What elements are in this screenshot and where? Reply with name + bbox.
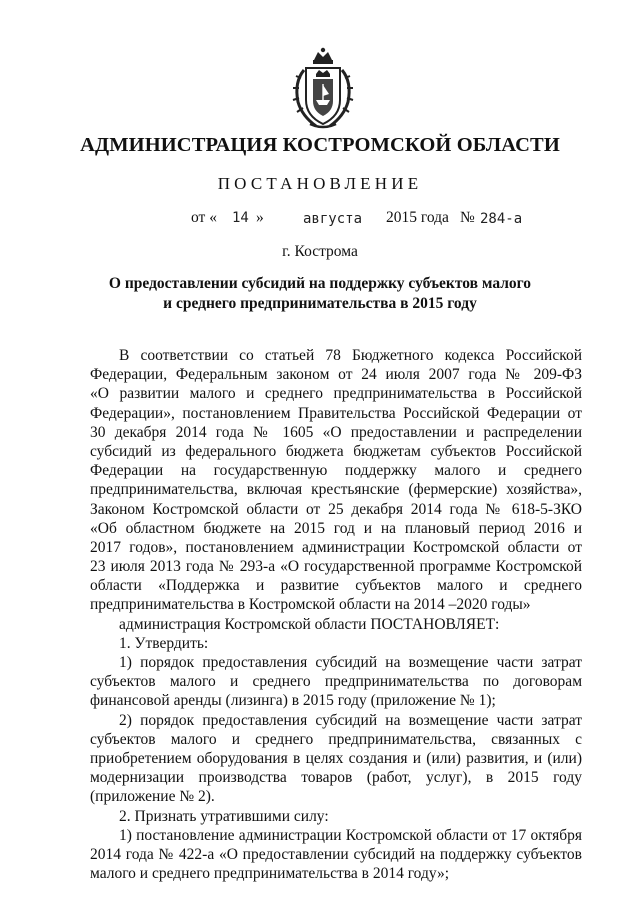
date-day: 14: [232, 210, 249, 226]
organization-name: АДМИНИСТРАЦИЯ КОСТРОМСКОЙ ОБЛАСТИ: [80, 134, 560, 156]
body-line: администрация Костромской области ПОСТАНОВЛЯЕТ:: [119, 615, 500, 633]
body-line: Федерации», постановлением Правительства Российской Федерации от: [90, 404, 582, 422]
body-line: субъектов малого и среднего предпринимательства, связанных с: [90, 730, 582, 748]
body-line: малого и среднего предпринимательства в 2014 году»;: [90, 865, 450, 883]
body-line: модернизации производства товаров (работ, услуг), в 2015 году: [90, 769, 582, 787]
body-line: предпринимательства, включая крестьянские (фермерские) хозяйства»,: [90, 481, 582, 499]
body-line: приобретением оборудования в целях создания и (или) развития, и (или): [90, 749, 582, 767]
date-year: 2015 года: [386, 209, 449, 226]
body-line: 1. Утвердить:: [119, 634, 209, 652]
document-number: 284-а: [480, 211, 523, 227]
document-type: ПОСТАНОВЛЕНИЕ: [217, 174, 423, 193]
body-line: 30 декабря 2014 года № 1605 «О предоставлении и распределении: [90, 423, 582, 441]
body-line: 2. Признать утратившими силу:: [119, 807, 329, 825]
date-day-close: »: [256, 209, 264, 226]
body-line: области «Поддержка и развитие субъектов малого и среднего: [90, 577, 582, 595]
body-line: Законом Костромской области от 25 декабря 2014 года № 618-5-ЗКО: [90, 500, 582, 518]
body-line: субсидий из федерального бюджета бюджетам субъектов Российской: [90, 442, 582, 460]
body-line: 2017 годов», постановлением администрации Костромской области от: [90, 538, 582, 556]
body-line: Федерации на государственную поддержку малого и среднего: [90, 462, 582, 480]
heading-line: О предоставлении субсидий на поддержку субъектов малого: [108, 275, 532, 292]
document-heading: [100, 274, 540, 314]
body-line: предпринимательства в Костромской области на 2014 –2020 годы»: [90, 596, 531, 614]
date-month: августа: [303, 211, 363, 227]
body-line: 1) постановление администрации Костромской области от 17 октября: [119, 826, 582, 844]
body-line: 2) порядок предоставления субсидий на возмещение части затрат: [119, 711, 582, 729]
body-line: (приложение № 2).: [90, 788, 215, 806]
coat-of-arms-icon: [292, 46, 354, 130]
number-prefix: №: [460, 209, 475, 226]
body-line: Федерации, Федеральным законом от 24 июля 2007 года № 209-ФЗ: [90, 366, 582, 384]
body-line: 2014 года № 422-а «О предоставлении субсидий на поддержку субъектов: [90, 845, 582, 863]
body-line: субъектов малого и среднего предпринимательства по договорам: [90, 673, 582, 691]
body-line: 1) порядок предоставления субсидий на возмещение части затрат: [119, 654, 582, 671]
city: г. Кострома: [282, 243, 358, 260]
document-body: [90, 346, 582, 883]
heading-line: и среднего предпринимательства в 2015 году: [163, 295, 477, 312]
body-line: финансовой аренды (лизинга) в 2015 году (приложение № 1);: [90, 692, 496, 710]
body-line: В соответствии со статьей 78 Бюджетного кодекса Российской: [119, 347, 582, 364]
body-line: «Об областном бюджете на 2015 год и на плановый период 2016 и: [90, 519, 582, 537]
date-prefix: от «: [191, 209, 217, 226]
body-line: 23 июля 2013 года № 293-а «О государственной программе Костромской: [90, 558, 582, 576]
body-line: «О развитии малого и среднего предпринимательства в Российской: [90, 385, 582, 403]
